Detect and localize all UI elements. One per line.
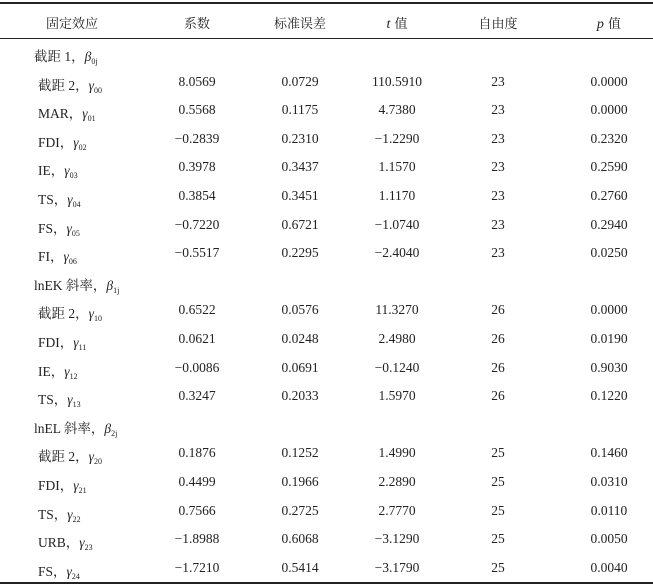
table-row: [0, 324, 653, 353]
cell-p: 0.0110: [590, 502, 628, 518]
cell-df: 23: [491, 130, 505, 146]
row-symbol: γ: [82, 106, 88, 122]
row-symbol: γ: [88, 449, 94, 465]
cell-t: 1.1570: [378, 159, 416, 175]
cell-p: 0.0050: [590, 531, 628, 547]
row-symbol-subscript: 04: [72, 200, 81, 209]
cell-coef: 0.6522: [178, 302, 216, 318]
row-label: [34, 274, 119, 295]
row-label: [38, 331, 86, 352]
header-coef: 系数: [183, 17, 211, 32]
group-row: [0, 410, 653, 439]
row-symbol: β: [84, 49, 92, 64]
row-symbol-subscript: 22: [72, 514, 81, 524]
header-p: [597, 13, 621, 33]
cell-coef: −0.0086: [174, 359, 220, 375]
row-symbol: γ: [73, 335, 79, 350]
cell-coef: 0.4499: [178, 474, 216, 489]
row-symbol: γ: [63, 249, 69, 265]
row-symbol-subscript: 2j: [111, 428, 118, 438]
header-row: [0, 4, 653, 38]
cell-df: 25: [491, 559, 505, 575]
row-symbol: γ: [64, 163, 70, 179]
cell-se: 0.1966: [281, 474, 319, 489]
row-label-text: FS，: [38, 563, 67, 579]
row-symbol: γ: [88, 77, 94, 93]
cell-se: 0.6721: [281, 216, 319, 232]
table-row: [0, 238, 653, 267]
bottom-rule: [0, 582, 653, 584]
row-label: [38, 503, 81, 524]
cell-t: −0.1240: [374, 359, 420, 375]
cell-se: 0.5414: [281, 559, 319, 575]
row-symbol-subscript: 02: [78, 142, 87, 152]
table-row: [0, 124, 653, 153]
table-row: [0, 381, 653, 410]
cell-df: 25: [491, 502, 505, 518]
row-symbol: γ: [66, 563, 72, 579]
cell-se: 0.2033: [281, 388, 319, 404]
row-label: [38, 360, 78, 381]
table-row: [0, 152, 653, 181]
cell-se: 0.2725: [281, 502, 319, 518]
cell-coef: 0.5568: [178, 102, 216, 118]
cell-coef: −0.7220: [174, 216, 220, 232]
cell-df: 26: [491, 302, 505, 318]
cell-se: 0.0248: [281, 331, 319, 346]
cell-p: 0.0000: [590, 73, 628, 89]
cell-se: 0.3451: [281, 188, 319, 203]
cell-p: 0.1220: [590, 388, 628, 404]
row-symbol: β: [104, 420, 112, 436]
row-symbol-subscript: 03: [69, 171, 78, 181]
cell-coef: 0.3978: [178, 159, 216, 175]
cell-df: 25: [491, 474, 505, 489]
row-label: [38, 217, 80, 238]
cell-p: 0.0190: [590, 331, 628, 346]
row-label-text: TS，: [38, 192, 68, 207]
cell-df: 23: [491, 73, 505, 89]
cell-df: 26: [491, 331, 505, 346]
header-se: 标准误差: [273, 17, 327, 32]
cell-coef: 0.1876: [178, 445, 216, 461]
cell-se: 0.1252: [281, 445, 319, 461]
row-symbol-subscript: 12: [69, 371, 78, 381]
row-label: [34, 417, 117, 438]
row-label: [38, 445, 102, 466]
row-label: [38, 245, 77, 266]
row-symbol-subscript: 06: [68, 257, 77, 267]
row-symbol: γ: [73, 478, 79, 493]
cell-coef: −0.5517: [174, 245, 220, 261]
cell-df: 25: [491, 445, 505, 461]
cell-coef: −1.7210: [174, 559, 220, 575]
cell-coef: 8.0569: [178, 73, 216, 89]
cell-t: 1.4990: [378, 445, 416, 461]
row-label-text: FS，: [38, 220, 67, 236]
row-label: [38, 131, 87, 152]
row-symbol-subscript: 21: [78, 486, 87, 495]
cell-p: 0.0000: [590, 302, 628, 318]
cell-t: 2.7770: [378, 502, 416, 518]
table-row: [0, 438, 653, 467]
cell-coef: 0.3854: [178, 188, 216, 203]
row-symbol: γ: [64, 363, 70, 379]
cell-p: 0.0000: [590, 102, 628, 118]
cell-df: 26: [491, 359, 505, 375]
cell-t: −3.1790: [374, 559, 420, 575]
row-symbol: γ: [67, 392, 73, 408]
row-label-text: 截距 2，: [38, 77, 89, 93]
cell-t: 1.1170: [378, 188, 416, 203]
cell-t: −2.4040: [374, 245, 420, 261]
cell-se: 0.3437: [281, 159, 319, 175]
group-row: [0, 38, 653, 67]
cell-p: 0.2760: [590, 188, 628, 203]
row-label-text: MAR，: [38, 106, 83, 122]
cell-p: 0.0250: [590, 245, 628, 261]
header-p-symbol: p: [596, 17, 604, 32]
table-row: [0, 67, 653, 96]
cell-coef: 0.0621: [178, 331, 216, 346]
row-symbol-subscript: 01: [87, 114, 96, 124]
row-label-text: FDI，: [38, 478, 74, 493]
header-t: [386, 13, 407, 33]
row-symbol-subscript: 1j: [113, 285, 120, 295]
cell-coef: −0.2839: [174, 130, 220, 146]
cell-t: 11.3270: [375, 302, 419, 318]
table-row: [0, 95, 653, 124]
cell-p: 0.2940: [590, 216, 628, 232]
row-symbol: γ: [66, 220, 72, 236]
cell-df: 23: [491, 216, 505, 232]
row-symbol: γ: [67, 192, 73, 207]
cell-p: 0.1460: [590, 445, 628, 461]
table-row: [0, 467, 653, 496]
cell-t: −1.0740: [374, 216, 420, 232]
cell-coef: −1.8988: [174, 531, 220, 547]
table-row: [0, 181, 653, 210]
cell-t: 4.7380: [378, 102, 416, 118]
row-symbol: γ: [67, 506, 73, 522]
row-label: [38, 159, 78, 180]
cell-t: 2.4980: [378, 331, 416, 346]
row-symbol-subscript: 11: [78, 343, 87, 352]
row-label-text: 截距 2，: [38, 306, 89, 322]
row-label: [38, 102, 96, 123]
row-label-text: URB，: [38, 535, 80, 551]
cell-se: 0.0576: [281, 302, 319, 318]
row-symbol: β: [106, 277, 114, 293]
cell-se: 0.2310: [281, 130, 319, 146]
header-effect: 固定效应: [45, 17, 99, 32]
row-label: [38, 531, 93, 552]
cell-df: 26: [491, 388, 505, 404]
row-label-text: FI，: [38, 249, 64, 265]
row-symbol-subscript: 20: [93, 457, 102, 467]
row-label-text: TS，: [38, 506, 68, 522]
row-symbol-subscript: 23: [84, 543, 93, 553]
row-label-text: 截距 1，: [34, 49, 85, 64]
cell-p: 0.0040: [590, 559, 628, 575]
group-row: [0, 267, 653, 296]
row-label-text: lnEL 斜率，: [34, 420, 105, 436]
row-label: [38, 474, 87, 495]
row-symbol-subscript: 24: [71, 571, 80, 581]
row-label-text: FDI，: [38, 335, 74, 350]
cell-se: 0.2295: [281, 245, 319, 261]
row-symbol: γ: [79, 535, 85, 551]
cell-se: 0.6068: [281, 531, 319, 547]
cell-df: 23: [491, 245, 505, 261]
row-label: [38, 560, 80, 581]
cell-df: 25: [491, 531, 505, 547]
header-p-suffix: 值: [603, 17, 622, 32]
row-label: [38, 302, 102, 323]
row-label-text: TS，: [38, 392, 68, 408]
cell-p: 0.9030: [590, 359, 628, 375]
cell-t: −1.2290: [374, 130, 420, 146]
cell-se: 0.1175: [281, 102, 319, 118]
table-row: [0, 210, 653, 239]
table-row: [0, 524, 653, 553]
row-symbol-subscript: 00: [93, 85, 102, 95]
table-row: [0, 295, 653, 324]
table-row: [0, 496, 653, 525]
header-t-symbol: t: [386, 17, 391, 32]
row-label-text: IE，: [38, 363, 65, 379]
row-symbol-subscript: 0j: [91, 57, 98, 66]
cell-se: 0.0729: [281, 73, 319, 89]
header-t-suffix: 值: [390, 17, 408, 32]
table-row: [0, 353, 653, 382]
cell-df: 23: [491, 159, 505, 175]
row-label-text: lnEK 斜率，: [34, 277, 107, 293]
row-label: [38, 74, 102, 95]
header-df: 自由度: [478, 17, 518, 32]
row-symbol-subscript: 05: [71, 228, 80, 238]
cell-p: 0.2590: [590, 159, 628, 175]
row-symbol: γ: [88, 306, 94, 322]
row-symbol-subscript: 10: [93, 314, 102, 324]
row-label-text: IE，: [38, 163, 65, 179]
row-label: [34, 45, 98, 66]
cell-df: 23: [491, 188, 505, 203]
table-row: [0, 553, 653, 582]
cell-t: 2.2890: [378, 474, 416, 489]
cell-p: 0.2320: [590, 130, 628, 146]
row-symbol: γ: [73, 134, 79, 150]
cell-df: 23: [491, 102, 505, 118]
row-label-text: FDI，: [38, 134, 74, 150]
row-label-text: 截距 2，: [38, 449, 89, 465]
row-label: [38, 188, 81, 209]
cell-t: 1.5970: [378, 388, 416, 404]
row-symbol-subscript: 13: [72, 400, 81, 410]
cell-coef: 0.3247: [178, 388, 216, 404]
cell-p: 0.0310: [590, 474, 628, 489]
cell-se: 0.0691: [281, 359, 319, 375]
cell-t: 110.5910: [371, 73, 423, 89]
cell-t: −3.1290: [374, 531, 420, 547]
cell-coef: 0.7566: [178, 502, 216, 518]
row-label: [38, 388, 81, 409]
